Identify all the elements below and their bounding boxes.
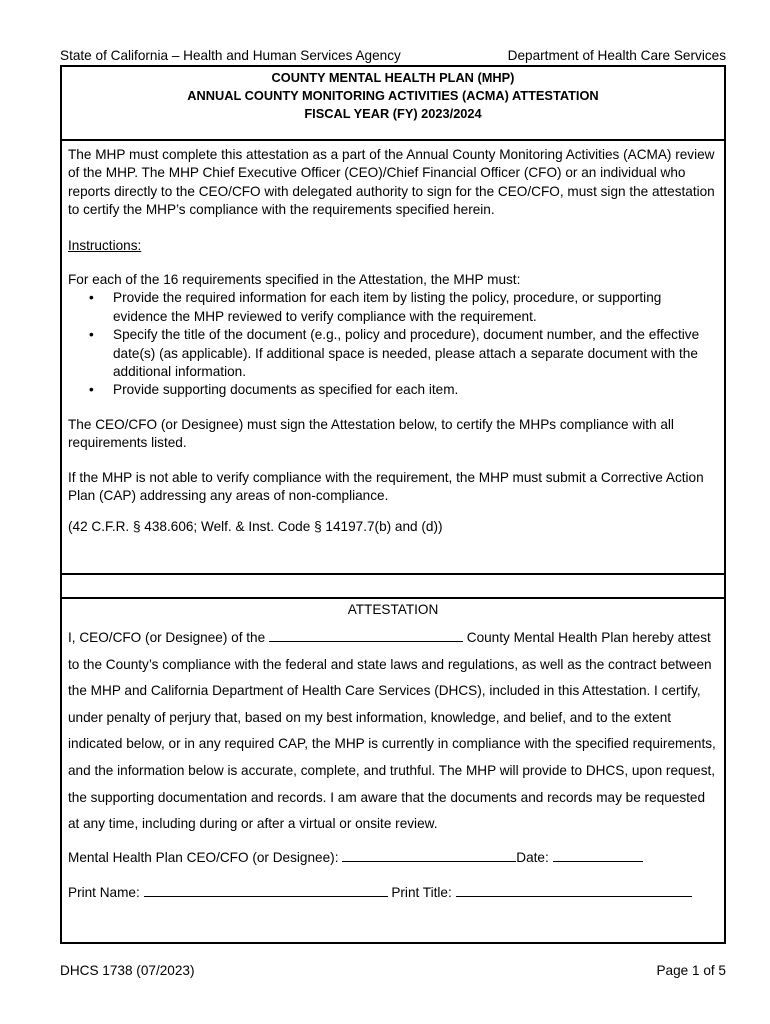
signature-row [68, 847, 718, 867]
form-title-line-1: COUNTY MENTAL HEALTH PLAN (MHP) [271, 70, 515, 85]
date-field[interactable] [553, 847, 643, 862]
print-title-field[interactable] [456, 882, 692, 897]
agency-name: State of California – Health and Human Services Agency [60, 48, 401, 63]
signature-field[interactable] [342, 847, 516, 862]
intro-paragraph: The MHP must complete this attestation as a part of the Annual County Monitoring Activities (ACMA) review of the MHP. The MHP Chief Executive Officer (CEO)/Chief Financial Officer (CFO) or an individual who reports directly to the CEO/CFO with delegated authority to sign for the CEO/CFO, must sign the attestation to certify the MHP’s compliance with the requirements specified herein. [68, 147, 715, 218]
list-item: • Provide the required information for each item by listing the policy, procedure, or supporting evidence the MHP reviewed to verify compliance with the requirement. [113, 289, 718, 326]
legal-citation: (42 C.F.R. § 438.606; Welf. & Inst. Code § 14197.7(b) and (d)) [68, 518, 443, 534]
cap-paragraph: If the MHP is not able to verify compliance with the requirement, the MHP must submit a Corrective Action Plan (CAP) addressing any areas of non-compliance. [68, 469, 704, 504]
signature-label: Mental Health Plan CEO/CFO (or Designee): [68, 849, 339, 865]
form-title-line-3: FISCAL YEAR (FY) 2023/2024 [304, 106, 482, 121]
requirements-list [68, 289, 718, 399]
form-box [60, 65, 726, 944]
county-name-field[interactable] [269, 627, 463, 642]
attestation-section [62, 599, 724, 942]
print-name-label: Print Name: [68, 884, 140, 900]
blank-row [62, 577, 724, 599]
attestation-body-prefix: I, CEO/CFO (or Designee) of the [68, 630, 266, 645]
instructions-heading: Instructions: [68, 237, 142, 253]
list-item: • Provide supporting documents as specified for each item. [113, 381, 718, 399]
form-title-block [62, 67, 724, 141]
attestation-statement [68, 625, 718, 838]
attestation-body-text: County Mental Health Plan hereby attest to the County’s compliance with the federal and state laws and regulations, as well as the contract between the MHP and California Department of Health Care Services (DHCS), included in this Attestation. I certify, under penalty of perjury that, based on my best information, knowledge, and belief, and to the extent indicated below, or in any required CAP, the MHP is currently in compliance with the specified requirements, and the information below is accurate, complete, and truthful. The MHP will provide to DHCS, upon request, the supporting documentation and records. I am aware that the documents and records may be requested at any time, including during or after a virtual or onsite review. [68, 630, 716, 832]
print-name-row [68, 882, 718, 902]
date-label: Date: [516, 849, 549, 865]
print-title-label: Print Title: [391, 884, 452, 900]
page-number: Page 1 of 5 [656, 963, 726, 978]
list-item: • Specify the title of the document (e.g., policy and procedure), document number, and the effective date(s) (as applicable). If additional space is needed, please attach a separate document with the additional information. [113, 326, 718, 381]
signature-instruction-paragraph: The CEO/CFO (or Designee) must sign the Attestation below, to certify the MHPs compliance with all requirements listed. [68, 416, 674, 451]
department-name: Department of Health Care Services [507, 48, 726, 63]
form-title-line-2: ANNUAL COUNTY MONITORING ACTIVITIES (ACMA) ATTESTATION [187, 88, 599, 103]
form-id: DHCS 1738 (07/2023) [60, 963, 195, 978]
print-name-field[interactable] [144, 882, 388, 897]
attestation-title: ATTESTATION [347, 602, 439, 617]
instructions-section [62, 143, 724, 575]
instructions-lead: For each of the 16 requirements specified in the Attestation, the MHP must: [68, 272, 521, 288]
